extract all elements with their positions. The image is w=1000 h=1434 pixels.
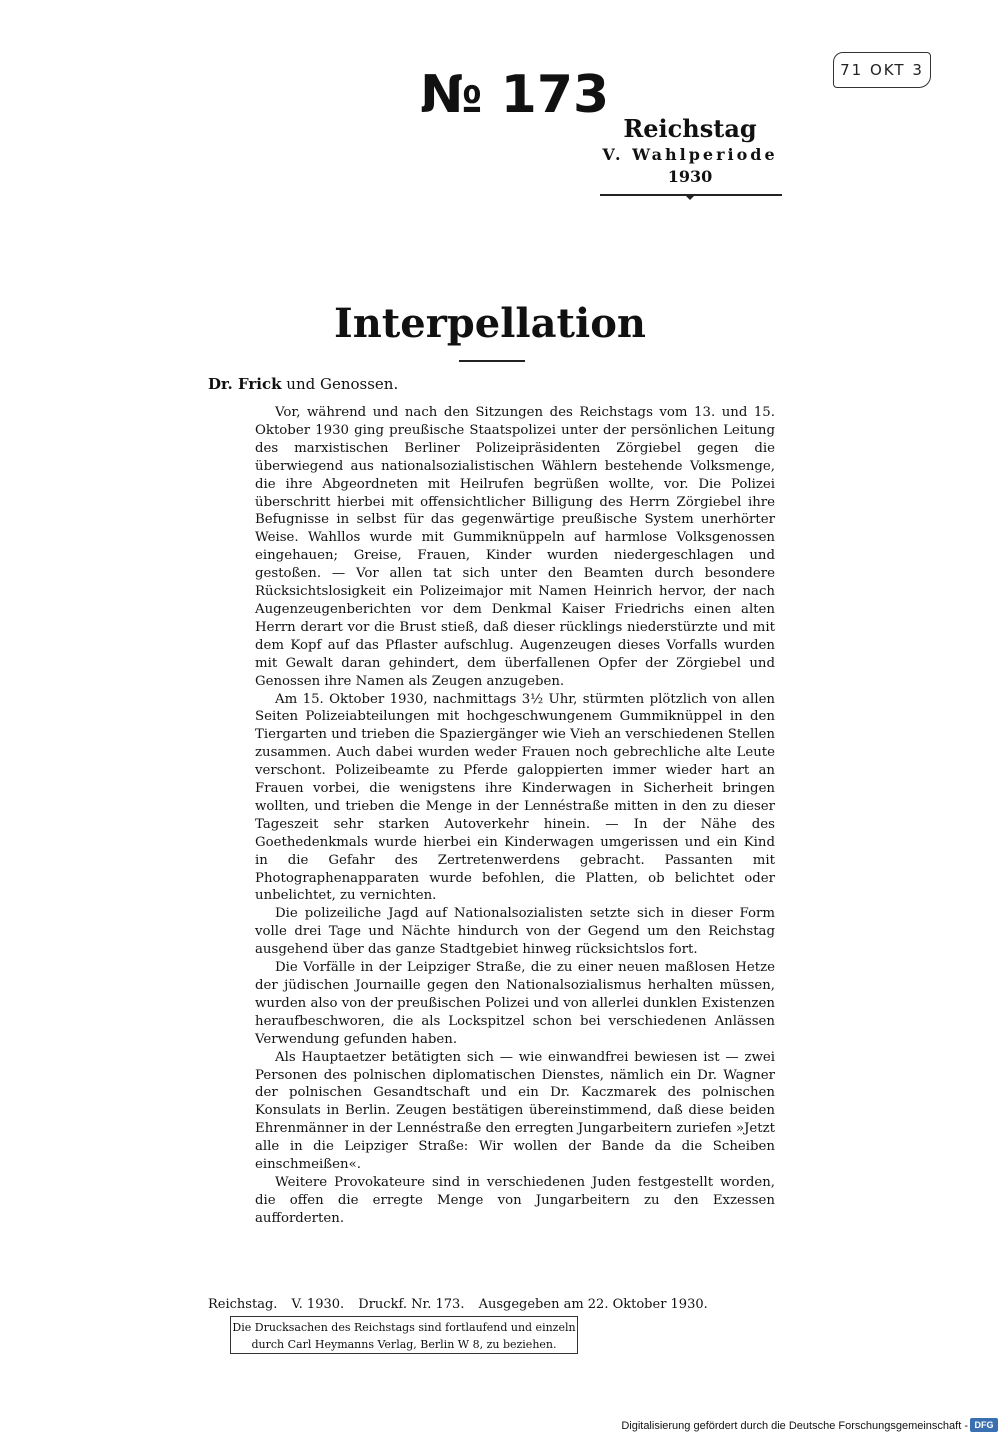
institution-name: Reichstag: [623, 114, 757, 143]
imprint-institution: Reichstag.: [208, 1297, 278, 1312]
archive-stamp: 71 OKT 3: [833, 52, 931, 88]
imprint-period: V. 1930.: [291, 1297, 345, 1312]
publisher-notice: [230, 1316, 578, 1354]
paragraph: Weitere Provokateure sind in verschiedenen Juden festgestellt worden, die offen die erregte Menge von Jungarbeitern zu den Exzessen aufforderten.: [255, 1174, 775, 1226]
paragraph: Als Hauptaetzer betätigten sich — wie einwandfrei bewiesen ist — zwei Personen des polnischen diplomatischen Dienstes, nämlich ein Dr. Wagner der polnischen Gesandtschaft und ein Dr. Kaczmarek des polnischen Konsulats in Berlin. Zeugen bestätigen übereinstimmend, daß diese beiden Ehrenmänner in der Lennéstraße den erregten Jungarbeitern zuriefen »Jetzt alle in die Leipziger Straße: Wir wollen der Bande da die Scheiben einschmeißen«.: [255, 1049, 775, 1173]
document-title: Interpellation: [334, 300, 646, 347]
imprint-issue-date: Ausgegeben am 22. Oktober 1930.: [478, 1297, 708, 1312]
paragraph: Am 15. Oktober 1930, nachmittags 3½ Uhr, stürmten plötzlich von allen Seiten Polizeiabteilungen mit hochgeschwungenem Gummiknüppel in den Tiergarten und trieben die Spaziergänger wie Vieh an verschiedenen Stellen zusammen. Auch dabei wurden weder Frauen noch gebrechliche alte Leute verschont. Polizeibeamte zu Pferde galoppierten immer wieder hart an Frauen vorbei, die wenigstens ihre Kinderwagen in Sicherheit bringen wollten, und trieben die Menge in der Lennéstraße mitten in den zu dieser Tageszeit sehr starken Autoverkehr hinein. — In der Nähe des Goethedenkmals wurde hierbei ein Kinderwagen umgerissen und ein Kind in die Gefahr des Zertretenwerdens gebracht. Passanten mit Photographenapparaten wurde befohlen, die Platten, ob belichtet oder unbelichtet, zu vernichten.: [255, 691, 775, 904]
imprint-print-number: Druckf. Nr. 173.: [358, 1297, 465, 1312]
publisher-notice-line: Die Drucksachen des Reichstags sind fortlaufend und einzeln: [232, 1321, 576, 1334]
dfg-logo: DFG: [970, 1418, 998, 1432]
reichstag-header: [600, 114, 780, 204]
header-rule-ornament: [686, 196, 694, 200]
legislative-period: V. Wahlperiode: [602, 145, 778, 164]
interpellation-body: [255, 404, 775, 1228]
paragraph: Die polizeiliche Jagd auf Nationalsozialisten setzte sich in dieser Form volle drei Tage und Nächte hindurch von der Gegend um den Reichstag ausgehend über das ganze Stadtgebiet hinweg rücksichtslos fort.: [255, 906, 775, 958]
publisher-notice-line: durch Carl Heymanns Verlag, Berlin W 8, zu beziehen.: [251, 1338, 557, 1351]
authors-line: [208, 372, 608, 396]
header-year: 1930: [667, 167, 713, 186]
document-number: № 173: [420, 65, 610, 125]
author-suffix: und Genossen.: [286, 375, 399, 393]
digitization-note: Digitalisierung gefördert durch die Deutsche Forschungsgemeinschaft -: [621, 1420, 968, 1432]
author-name: Dr. Frick: [208, 375, 282, 393]
print-imprint: [208, 1294, 768, 1316]
paragraph: Vor, während und nach den Sitzungen des Reichstags vom 13. und 15. Oktober 1930 ging preußische Staatspolizei unter der persönlichen Leitung des marxistischen Berliner Polizeipräsidenten Zörgiebel gegen die überwiegend aus nationalsozialistischen Wählern bestehende Volksmenge, die ihre Abgeordneten mit Heilrufen begrüßen wollte, vor. Die Polizei überschritt hierbei mit offensichtlicher Billigung des Herrn Zörgiebel ihre Befugnisse in selbst für das gegenwärtige preußische System unerhörter Weise. Wahllos wurde mit Gummiknüppeln auf harmlose Volksgenossen eingehauen; Greise, Frauen, Kinder wurden niedergeschlagen und gestoßen. — Vor allen tat sich unter den Beamten durch besondere Rücksichtslosigkeit ein Polizeimajor mit Namen Heinrich hervor, der nach Augenzeugenberichten vor dem Denkmal Kaiser Friedrichs einen alten Herrn derart vor die Brust stieß, daß dieser rücklings niederstürzte und mit dem Kopf auf das Pflaster aufschlug. Augenzeugen dieses Vorfalls wurden mit Gewalt daran gehindert, dem überfallenen Opfer der Zörgiebel und Genossen ihre Namen als Zeugen anzugeben.: [255, 405, 775, 689]
paragraph: Die Vorfälle in der Leipziger Straße, die zu einer neuen maßlosen Hetze der jüdischen Journaille gegen den Nationalsozialismus herhalten müssen, wurden also von der preußischen Polizei und von allerlei dunklen Existenzen heraufbeschworen, die als Lockspitzel schon bei verschiedenen Anlässen Verwendung gefunden haben.: [255, 960, 775, 1047]
title-divider: [459, 360, 525, 362]
